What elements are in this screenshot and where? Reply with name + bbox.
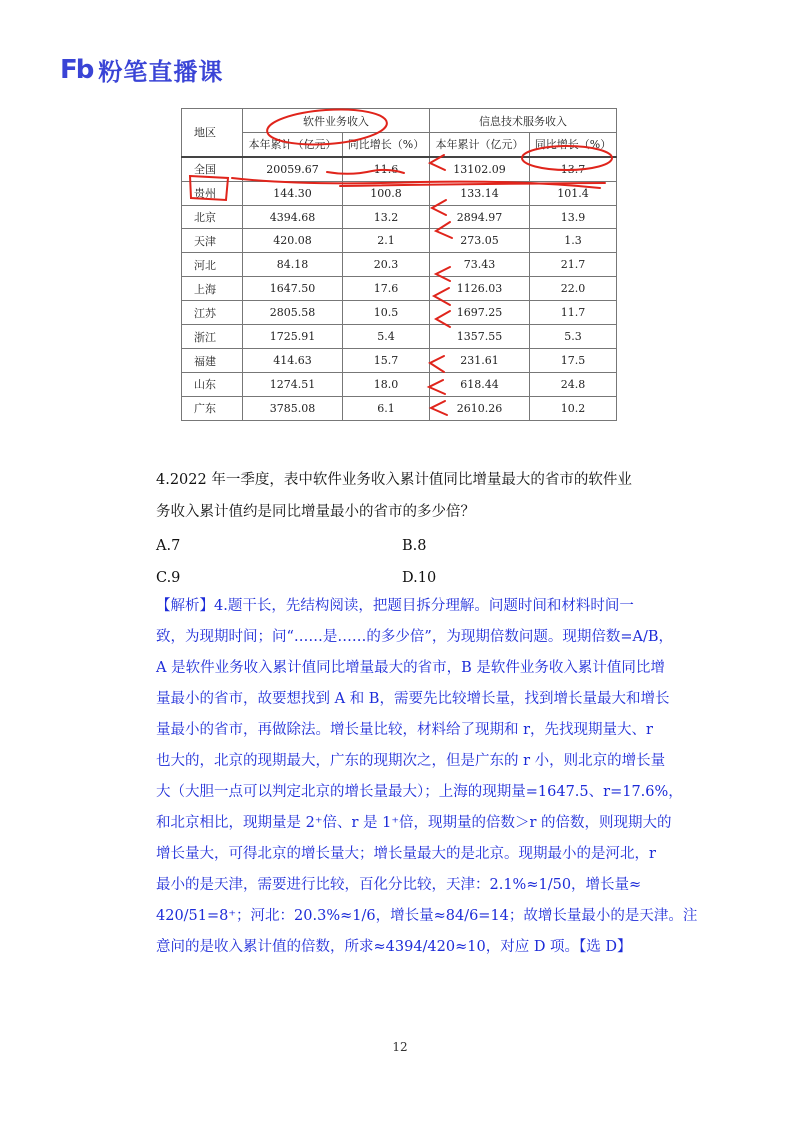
header-it-service-revenue: 信息技术服务收入	[429, 109, 616, 133]
table-cell: 2805.58	[243, 301, 343, 325]
analysis-text	[156, 591, 698, 963]
region-cell: 江苏	[182, 301, 243, 325]
region-cell: 山东	[182, 373, 243, 397]
option-a[interactable]: A.7	[156, 538, 181, 554]
question-line: 4.2022 年一季度，表中软件业务收入累计值同比增量最大的省市的软件业	[156, 472, 632, 488]
subheader-cell: 本年累计（亿元）	[429, 133, 529, 157]
table-cell: 5.3	[529, 325, 616, 349]
option-c[interactable]: C.9	[156, 570, 181, 586]
table-cell: 11.7	[529, 301, 616, 325]
table-cell: 13102.09	[429, 157, 529, 182]
table-row	[182, 157, 617, 182]
table-cell: 101.4	[529, 181, 616, 205]
analysis-line: 量最小的省市，再做除法。增长量比较，材料给了现期和 r，先找现期量大、r	[156, 722, 653, 738]
region-cell: 天津	[182, 229, 243, 253]
analysis-line: A 是软件业务收入累计值同比增量最大的省市，B 是软件业务收入累计值同比增	[156, 660, 665, 676]
table-cell: 20059.67	[243, 157, 343, 182]
table-cell: 17.5	[529, 349, 616, 373]
table-cell: 231.61	[429, 349, 529, 373]
analysis-line: 【解析】4.题干长，先结构阅读，把题目拆分理解。问题时间和材料时间一	[156, 598, 634, 614]
table-row	[182, 301, 617, 325]
table-row	[182, 229, 617, 253]
analysis-line: 和北京相比，现期量是 2⁺倍、r 是 1⁺倍，现期量的倍数＞r 的倍数，则现期大的	[156, 815, 672, 831]
region-cell: 河北	[182, 253, 243, 277]
region-cell: 广东	[182, 396, 243, 420]
table-cell: 100.8	[342, 181, 429, 205]
brand-logo	[60, 52, 223, 87]
table-cell: 20.3	[342, 253, 429, 277]
header-software-revenue: 软件业务收入	[243, 109, 430, 133]
table-cell: 24.8	[529, 373, 616, 397]
table-cell: 15.7	[342, 349, 429, 373]
table-cell: 11.6	[342, 157, 429, 182]
table-cell: 2894.97	[429, 205, 529, 229]
analysis-line: 大（大胆一点可以判定北京的增长量最大）；上海的现期量=1647.5、r=17.6%，	[156, 784, 683, 800]
table-row	[182, 373, 617, 397]
table-cell: 5.4	[342, 325, 429, 349]
analysis-line: 也大的，北京的现期最大，广东的现期次之，但是广东的 r 小，则北京的增长量	[156, 753, 666, 769]
table-cell: 1357.55	[429, 325, 529, 349]
table-cell: 1274.51	[243, 373, 343, 397]
table-row	[182, 205, 617, 229]
table-cell: 273.05	[429, 229, 529, 253]
region-cell: 全国	[182, 157, 243, 182]
table-cell: 1647.50	[243, 277, 343, 301]
table-cell: 133.14	[429, 181, 529, 205]
table-cell: 144.30	[243, 181, 343, 205]
table-cell: 3785.08	[243, 396, 343, 420]
table-cell: 4394.68	[243, 205, 343, 229]
table-cell: 1725.91	[243, 325, 343, 349]
table-cell: 18.0	[342, 373, 429, 397]
region-cell: 福建	[182, 349, 243, 373]
table-row	[182, 325, 617, 349]
data-table-container	[181, 108, 617, 421]
table-row	[182, 181, 617, 205]
analysis-line: 增长量大，可得北京的增长量大；增长量最大的是北京。现期最小的是河北，r	[156, 846, 656, 862]
table-cell: 13.7	[529, 157, 616, 182]
brand-name: 粉笔直播课	[98, 58, 224, 86]
table-cell: 22.0	[529, 277, 616, 301]
table-cell: 6.1	[342, 396, 429, 420]
data-table	[181, 108, 617, 421]
table-cell: 420.08	[243, 229, 343, 253]
analysis-line: 420/51=8⁺；河北：20.3%≈1/6，增长量≈84/6=14；故增长量最小的是天津。注	[156, 908, 698, 924]
table-cell: 21.7	[529, 253, 616, 277]
table-cell: 10.2	[529, 396, 616, 420]
analysis-line: 最小的是天津，需要进行比较，百化分比较，天津：2.1%≈1/50，增长量≈	[156, 877, 642, 893]
page-number: 12	[392, 1040, 408, 1054]
table-cell: 1.3	[529, 229, 616, 253]
question-line: 务收入累计值约是同比增量最小的省市的多少倍？	[156, 504, 475, 520]
analysis-line: 意问的是收入累计值的倍数，所求≈4394/420≈10，对应 D 项。【选 D】	[156, 939, 632, 955]
table-cell: 1126.03	[429, 277, 529, 301]
analysis-line: 致，为现期时间；问“……是……的多少倍”，为现期倍数问题。现期倍数=A/B，	[156, 629, 673, 645]
subheader-cell: 同比增长（%）	[529, 133, 616, 157]
table-row	[182, 349, 617, 373]
option-b[interactable]: B.8	[402, 538, 427, 554]
region-cell: 北京	[182, 205, 243, 229]
table-row	[182, 277, 617, 301]
question-text	[156, 464, 696, 528]
table-cell: 73.43	[429, 253, 529, 277]
subheader-cell: 本年累计（亿元）	[243, 133, 343, 157]
table-cell: 10.5	[342, 301, 429, 325]
option-d[interactable]: D.10	[402, 570, 437, 586]
subheader-cell: 同比增长（%）	[342, 133, 429, 157]
table-cell: 13.2	[342, 205, 429, 229]
table-cell: 84.18	[243, 253, 343, 277]
table-row	[182, 253, 617, 277]
region-cell: 浙江	[182, 325, 243, 349]
table-cell: 13.9	[529, 205, 616, 229]
header-region: 地区	[182, 109, 243, 157]
region-cell: 上海	[182, 277, 243, 301]
table-cell: 1697.25	[429, 301, 529, 325]
region-cell: 贵州	[182, 181, 243, 205]
analysis-line: 量最小的省市，故要想找到 A 和 B，需要先比较增长量，找到增长量最大和增长	[156, 691, 670, 707]
table-cell: 2610.26	[429, 396, 529, 420]
table-cell: 414.63	[243, 349, 343, 373]
table-cell: 2.1	[342, 229, 429, 253]
fb-logo-icon: Fb	[60, 54, 93, 85]
table-cell: 17.6	[342, 277, 429, 301]
table-row	[182, 396, 617, 420]
table-cell: 618.44	[429, 373, 529, 397]
